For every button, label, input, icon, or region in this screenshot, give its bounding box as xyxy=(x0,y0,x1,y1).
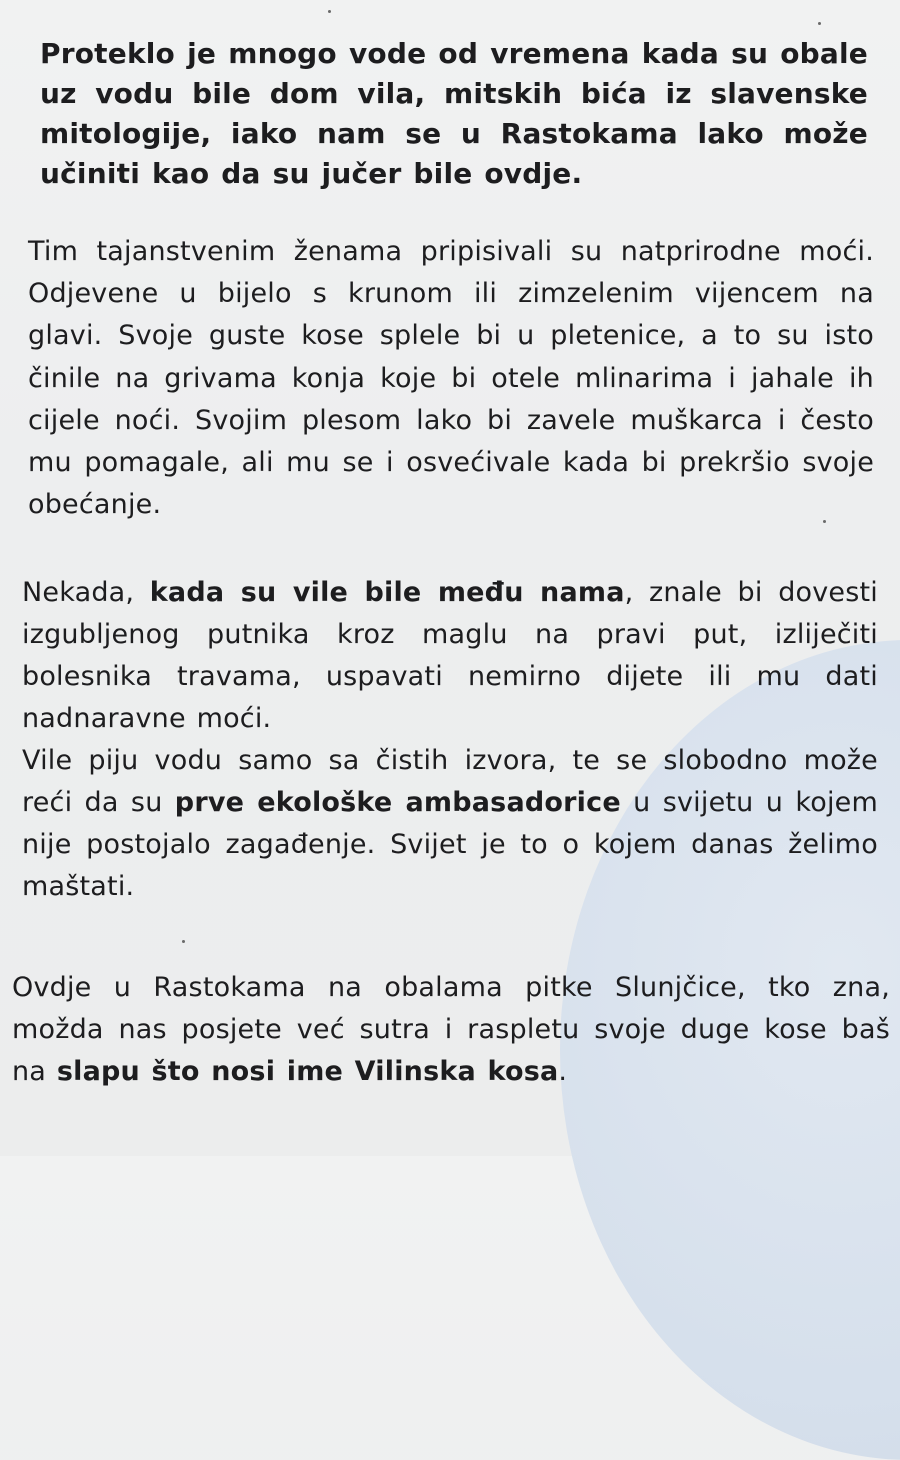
surface-speck xyxy=(823,520,826,523)
paragraph-fairies-powers: Tim tajanstvenim ženama pripisivali su natprirodne moći. Odjevene u bijelo s krunom ili zimzelenim vijencem na glavi. Svoje guste kose splele bi u pletenice, a to su isto činile na grivama konja koje bi otele mlinarima i jahale ih cijele noći. Svojim plesom lako bi zavele muškarca i često mu pomagale, ali mu se i osvećivale kada bi prekršio svoje obećanje. xyxy=(28,236,874,521)
p3-text-4: u svijetu u kojem nije postojalo zagađenje. Svijet je to o kojem danas želimo maštati. xyxy=(22,787,878,902)
surface-speck xyxy=(328,10,331,13)
p4-bold-1: slapu što nosi ime Vilinska kosa xyxy=(56,1056,559,1087)
paragraph-intro: Proteklo je mnogo vode od vremena kada su obale uz vodu bile dom vila, mitskih bića iz slavenske mitologije, iako nam se u Rastokama lako može učiniti kao da su jučer bile ovdje. xyxy=(40,37,868,190)
p4-text-1: Ovdje u Rastokama na obalama pitke Slunjčice, tko zna, možda nas posjete već sutra i raspletu svoje duge kose baš na xyxy=(12,972,890,1087)
paragraph-fairies-among-us xyxy=(22,572,878,908)
surface-speck xyxy=(818,22,821,25)
p3-text-3: Vile piju vodu samo sa čistih izvora, te se slobodno može reći da su xyxy=(22,745,878,818)
p3-text-1: Nekada, xyxy=(22,577,150,608)
paragraph-rastoke-waterfall xyxy=(12,967,890,1093)
surface-speck xyxy=(182,940,185,943)
p3-bold-2: prve ekološke ambasadorice xyxy=(174,787,621,818)
p3-text-2: , znale bi dovesti izgubljenog putnika kroz maglu na pravi put, izliječiti bolesnika travama, uspavati nemirno dijete ili mu dati nadnaravne moći. xyxy=(22,577,878,734)
p4-text-2: . xyxy=(558,1056,568,1087)
p3-bold-1: kada su vile bile među nama xyxy=(149,577,625,608)
